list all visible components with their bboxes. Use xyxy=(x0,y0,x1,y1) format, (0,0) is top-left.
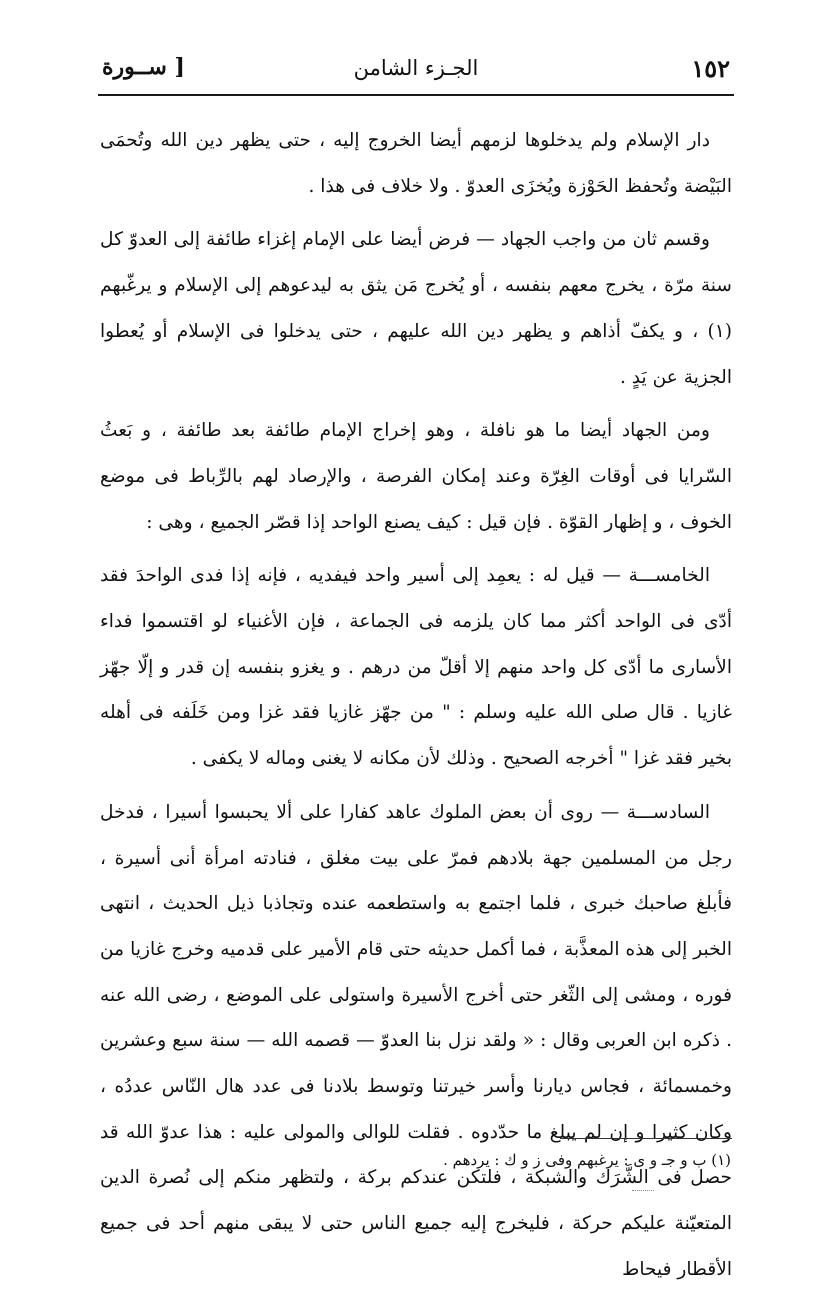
paragraph: وقسم ثان من واجب الجهاد — فرض أيضا على الإمام إغزاء طائفة إلى العدوّ كل سنة مرّة ، يخرج معهم بنفسه ، أو يُخرج مَن يثق به ليدعوهم إلى الإسلام و يرغّبهم (١) ، و يكفّ أذاهم و يظهر دين الله عليهم ، حتى يدخلوا فى الإسلام أو يُعطوا الجزية عن يَدٍ . xyxy=(100,229,732,388)
running-header xyxy=(98,52,734,96)
paragraph: الخامســـة — قيل له : يعمِد إلى أسير واحد فيفديه ، فإنه إذا فدى الواحدَ فقد أدّى فى الواحد أكثر مما كان يلزمه فى الجماعة ، فإن الأغنياء لو اقتسموا فداء الأسارى ما أدّى كل واحد منهم إلا أقلّ من درهم . و يغزو بنفسه إن قدر و إلّا جهّز غازيا . قال صلى الله عليه وسلم : " من جهّز غازيا فقد غزا ومن خَلَفه فى أهله بخير فقد غزا " أخرجه الصحيح . وذلك لأن مكانه لا يغنى وماله لا يكفى . xyxy=(100,565,732,770)
scan-speck xyxy=(632,1190,654,1193)
page-number: ١٥٢ xyxy=(691,54,730,83)
surah-label: [ ســورة xyxy=(102,54,185,80)
body-text xyxy=(100,118,732,1301)
paragraph: ومن الجهاد أيضا ما هو نافلة ، وهو إخراج الإمام طائفة بعد طائفة ، و بَعثُ السّرايا فى أوقات الغِرّة وعند إمكان الفرصة ، والإرصاد لهم بالرِّباط فى موضع الخوف ، و إظهار القوّة . فإن قيل : كيف يصنع الواحد إذا قصّر الجميع ، وهى : xyxy=(100,420,732,533)
paragraph: دار الإسلام ولم يدخلوها لزمهم أيضا الخروج إليه ، حتى يظهر دين الله وتُحمَى البَيْضة وتُحفظ الحَوْزة ويُخزَى العدوّ . ولا خلاف فى هذا . xyxy=(100,130,732,197)
paragraph: السادســـة — روى أن بعض الملوك عاهد كفارا على ألا يحبسوا أسيرا ، فدخل رجل من المسلمين جهة بلادهم فمرّ على بيت مغلق ، فنادته امرأة أنى أسيرة ، فأبلغ صاحبك خبرى ، فلما اجتمع به واستطعمه عنده وتجاذبا ذيل الحديث ، انتهى الخبر إلى هذه المعذَّبة ، فما أكمل حديثه حتى قام الأمير على قدميه وخرج غازيا من فوره ، ومشى إلى الثّغر حتى أخرج الأسيرة واستولى على الموضع ، رضى الله عنه . ذكره ابن العربى وقال : « ولقد نزل بنا العدوّ — قصمه الله — سنة سبع وعشرين وخمسمائة ، فجاس ديارنا وأسر خيرتنا وتوسط بلادنا فى عدد هال النّاس عددُه ، وكان كثيرا و إن لم يبلغ ما حدّدوه . فقلت للوالى والمولى عليه : هذا عدوّ الله قد حصل فى الشَّرَك والشبكة ، فلتكن عندكم بركة ، ولتظهر منكم إلى نُصرة الدين المتعيّنة عليكم حركة ، فليخرج إليه جميع الناس حتى لا يبقى منهم أحد فى جميع الأقطار فيحاط xyxy=(100,801,732,1280)
footnote: (١) ب و جـ و ى : يرغبهم وفى ز و ك : يردهم . xyxy=(443,1151,731,1169)
part-title: الجـزء الشامن xyxy=(353,56,479,80)
footnote-divider xyxy=(560,1138,732,1139)
